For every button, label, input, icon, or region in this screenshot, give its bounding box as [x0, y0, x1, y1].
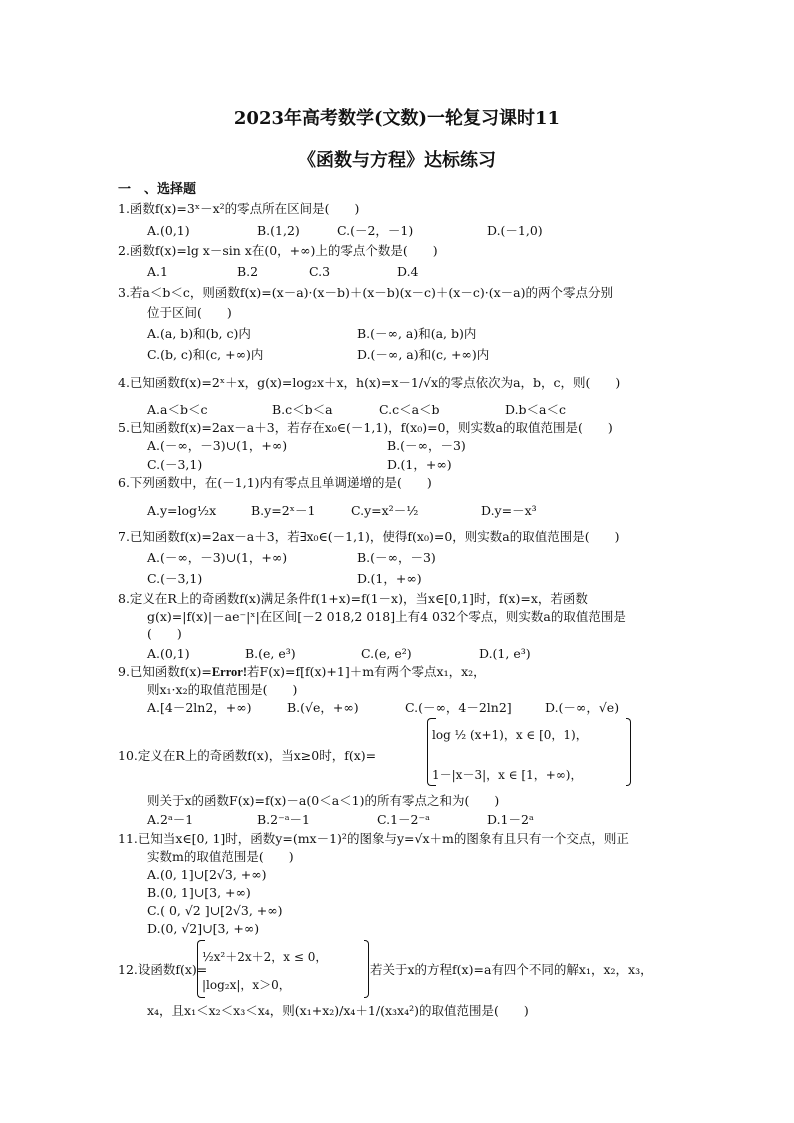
option-d: D.(1，+∞): [357, 571, 422, 586]
option-c: C.(－3,1): [147, 457, 203, 472]
question-6-stem: 6.下列函数中，在(－1,1)内有零点且单调递增的是( ): [118, 475, 432, 490]
option-a: A.(a, b)和(b, c)内: [147, 326, 251, 341]
option-d: D.1－2ᵃ: [487, 812, 534, 827]
option-c: C.(－∞，4－2ln2]: [405, 700, 512, 715]
question-5-options-row2: [147, 457, 707, 473]
option-c: C.1－2⁻ᵃ: [377, 812, 430, 827]
option-d: D.(1, e³): [479, 646, 531, 661]
question-3-stem: 3.若a＜b＜c，则函数f(x)=(x－a)·(x－b)＋(x－b)(x－c)＋(x－c)·(x－a)的两个零点分别: [118, 285, 613, 300]
question-7-stem: 7.已知函数f(x)=2ax－a＋3，若∃x₀∈(－1,1)，使得f(x₀)=0，则实数a的取值范围是( ): [118, 529, 620, 544]
question-8-stem: 8.定义在R上的奇函数f(x)满足条件f(1+x)=f(1－x)，当x∈[0,1]时，f(x)=x，若函数: [118, 591, 588, 606]
question-10-stem-cont: 则关于x的函数F(x)=f(x)－a(0＜a＜1)的所有零点之和为( ): [147, 793, 500, 808]
option-d: D.(1，+∞): [387, 457, 452, 472]
option-a: A.2ᵃ－1: [147, 812, 194, 827]
piece-2: 1－|x－3|，x ∈ [1，+∞)，: [432, 768, 583, 782]
question-12-stem: [118, 940, 718, 996]
option-a: A.[4－2ln2，+∞): [147, 700, 252, 715]
question-12-stem-cont: x₄，且x₁＜x₂＜x₃＜x₄，则(x₁+x₂)/x₄＋1/(x₃x₄²)的取值范围是( ): [147, 1003, 529, 1018]
question-11-stem-cont: 实数m的取值范围是( ): [147, 849, 294, 864]
question-3-stem-cont: 位于区间( ): [147, 305, 232, 320]
option-a: A.(0,1): [147, 223, 190, 238]
question-4-stem: 4.已知函数f(x)=2ˣ＋x，g(x)=log₂x＋x，h(x)=x－1/√x的零点依次为a，b，c，则( ): [118, 375, 621, 390]
question-10-stem-start: 10.定义在R上的奇函数f(x)，当x≥0时，f(x)=: [118, 748, 377, 763]
question-3-options-row1: [147, 326, 707, 342]
question-11-option-b: B.(0, 1]∪[3, +∞): [147, 885, 251, 900]
question-11-option-a: A.(0, 1]∪[2√3, +∞): [147, 867, 267, 882]
option-d: D.y=－x³: [481, 503, 537, 518]
option-a: A.(0,1): [147, 646, 190, 661]
right-brace: [364, 940, 369, 998]
piece-2: |log₂x|，x＞0，: [202, 978, 291, 992]
error-text: Error!: [211, 665, 248, 679]
option-b: B.(－∞, a)和(a, b)内: [357, 326, 477, 341]
option-b: B.(－∞，－3): [387, 438, 466, 453]
question-9-options: [147, 700, 707, 716]
option-a: A.(－∞，－3)∪(1，+∞): [147, 438, 288, 453]
option-b: B.2: [237, 264, 259, 279]
question-9-stem-rest: 若F(x)=f[f(x)+1]＋m有两个零点x₁，x₂，: [247, 664, 486, 679]
option-b: B.c＜b＜a: [272, 402, 333, 417]
option-d: D.(－1,0): [487, 223, 543, 238]
right-brace: [626, 718, 631, 786]
question-8-stem-end: ( ): [147, 626, 182, 641]
question-8-stem-cont: g(x)=|f(x)|－ae⁻|ˣ|在区间[－2 018,2 018]上有4 032个零点，则实数a的取值范围是: [147, 609, 626, 624]
option-c: C.(e, e²): [361, 646, 412, 661]
option-a: A.a＜b＜c: [147, 402, 208, 417]
option-a: A.y=log½x: [147, 503, 217, 518]
option-b: B.(－∞，－3): [357, 550, 436, 565]
section-heading: 一 、选择题: [118, 182, 197, 197]
question-3-options-row2: [147, 347, 707, 363]
option-c: C.(b, c)和(c, +∞)内: [147, 347, 264, 362]
piece-1: ½x²＋2x＋2，x ≤ 0，: [202, 950, 328, 964]
question-6-options: [147, 503, 707, 519]
option-b: B.2⁻ᵃ－1: [257, 812, 310, 827]
option-c: C.(－2，－1): [337, 223, 414, 238]
question-4-options: [147, 402, 707, 418]
question-9-stem: [118, 664, 486, 680]
question-11-option-d: D.(0, √2]∪[3, +∞): [147, 921, 260, 936]
option-a: A.(－∞，－3)∪(1，+∞): [147, 550, 288, 565]
option-d: D.b＜a＜c: [505, 402, 567, 417]
page-title: 2023年高考数学(文数)一轮复习课时11: [233, 108, 561, 129]
question-2-stem: 2.函数f(x)=lg x－sin x在(0，+∞)上的零点个数是( ): [118, 243, 438, 258]
question-1-options: [147, 223, 707, 239]
question-10-options: [147, 812, 707, 828]
option-a: A.1: [147, 264, 168, 279]
option-b: B.y=2ˣ－1: [251, 503, 316, 518]
option-b: B.(√e，+∞): [287, 700, 359, 715]
option-c: C.y=x²－½: [351, 503, 419, 518]
option-d: D.(－∞，√e): [545, 700, 620, 715]
question-11-option-c: C.( 0, √2 ]∪[2√3, +∞): [147, 903, 283, 918]
question-8-options: [147, 646, 707, 662]
option-d: D.4: [397, 264, 419, 279]
question-2-options: [147, 264, 707, 280]
option-b: B.(e, e³): [245, 646, 296, 661]
question-12-stem-start: 12.设函数f(x)=: [118, 962, 208, 977]
question-1-stem: 1.函数f(x)=3ˣ－x²的零点所在区间是( ): [118, 201, 360, 216]
question-5-stem: 5.已知函数f(x)=2ax－a＋3，若存在x₀∈(－1,1)，f(x₀)=0，则实数a的取值范围是( ): [118, 420, 613, 435]
question-5-options-row1: [147, 438, 707, 454]
option-b: B.(1,2): [257, 223, 300, 238]
option-c: C.(－3,1): [147, 571, 203, 586]
page-subtitle: 《函数与方程》达标练习: [298, 150, 496, 171]
question-12-stem-rest: 若关于x的方程f(x)=a有四个不同的解x₁，x₂，x₃，: [370, 962, 653, 977]
option-c: C.c＜a＜b: [379, 402, 440, 417]
question-7-options-row1: [147, 550, 707, 566]
option-c: C.3: [309, 264, 331, 279]
question-9-stem-start: 9.已知函数f(x)=: [118, 664, 212, 679]
option-d: D.(－∞, a)和(c, +∞)内: [357, 347, 490, 362]
question-11-stem: 11.已知当x∈[0, 1]时，函数y=(mx－1)²的图象与y=√x＋m的图象有且只有一个交点，则正: [118, 831, 629, 846]
question-9-stem-cont: 则x₁·x₂的取值范围是( ): [147, 682, 298, 697]
piece-1: log ½ (x+1)，x ∈ [0，1)，: [432, 728, 588, 742]
question-7-options-row2: [147, 571, 707, 587]
